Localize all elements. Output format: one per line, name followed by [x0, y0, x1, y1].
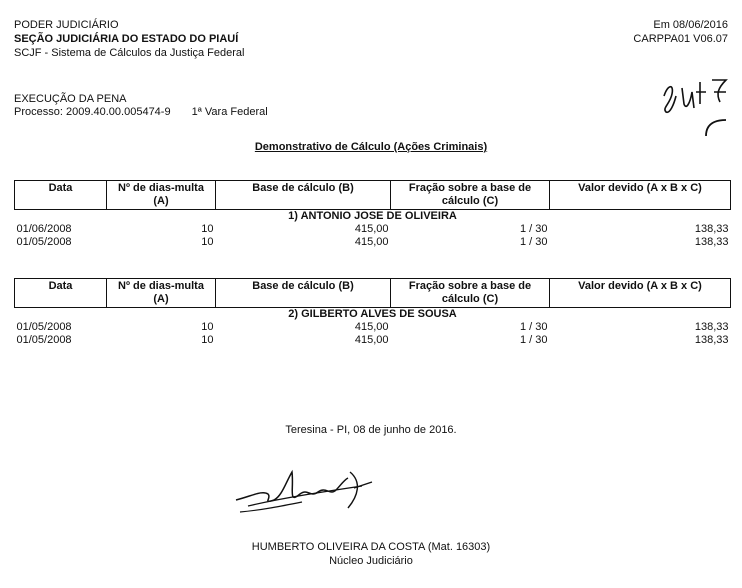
header-line-2: SEÇÃO JUDICIÁRIA DO ESTADO DO PIAUÍ — [14, 33, 239, 45]
header-code: CARPPA01 V06.07 — [633, 33, 728, 45]
cell-base: 415,00 — [354, 236, 389, 248]
process-line — [14, 106, 268, 119]
calc-table-section-2 — [14, 278, 731, 347]
section-title-row — [15, 210, 731, 224]
section-name: 1) ANTONIO JOSE DE OLIVEIRA — [288, 210, 457, 222]
cell-dias: 10 — [201, 223, 214, 235]
col-header-base: Base de cálculo (B) — [216, 279, 391, 308]
process-number: 2009.40.00.005474-9 — [65, 106, 171, 118]
cell-fracao: 1 / 30 — [519, 334, 548, 346]
cell-base: 415,00 — [354, 321, 389, 333]
cell-fracao: 1 / 30 — [519, 321, 548, 333]
cell-date: 01/05/2008 — [16, 236, 72, 248]
cell-fracao: 1 / 30 — [519, 223, 548, 235]
header-line-1: PODER JUDICIÁRIO — [14, 19, 119, 31]
cell-date: 01/06/2008 — [16, 223, 72, 235]
header-date: Em 08/06/2016 — [653, 19, 728, 31]
handwritten-signature — [222, 460, 397, 524]
document-header — [14, 18, 244, 60]
cell-valor: 138,33 — [694, 236, 729, 248]
cell-base: 415,00 — [354, 223, 389, 235]
process-label: Processo: — [14, 106, 63, 118]
table-header-row — [15, 181, 731, 210]
cell-dias: 10 — [201, 236, 214, 248]
signer-unit: Núcleo Judiciário — [329, 555, 413, 567]
handwritten-page-mark — [660, 74, 732, 144]
table-row — [15, 334, 731, 347]
cell-valor: 138,33 — [694, 321, 729, 333]
signer-block — [0, 540, 742, 568]
execution-info — [14, 93, 268, 119]
cell-fracao: 1 / 30 — [519, 236, 548, 248]
cell-valor: 138,33 — [694, 334, 729, 346]
col-header-valor: Valor devido (A x B x C) — [550, 279, 731, 308]
calc-table-section-1 — [14, 180, 731, 249]
table-row — [15, 236, 731, 249]
court-name: 1ª Vara Federal — [191, 106, 268, 118]
col-header-date: Data — [15, 181, 107, 210]
col-header-date: Data — [15, 279, 107, 308]
document-header-right — [633, 18, 728, 46]
cell-dias: 10 — [201, 334, 214, 346]
cell-dias: 10 — [201, 321, 214, 333]
table-row — [15, 321, 731, 334]
cell-date: 01/05/2008 — [16, 321, 72, 333]
col-header-dias: Nº de dias-multa (A) — [107, 279, 216, 308]
document-title: Demonstrativo de Cálculo (Ações Criminais) — [254, 141, 488, 153]
table-header-row — [15, 279, 731, 308]
cell-date: 01/05/2008 — [16, 334, 72, 346]
place-date: Teresina - PI, 08 de junho de 2016. — [285, 424, 457, 436]
cell-base: 415,00 — [354, 334, 389, 346]
col-header-base: Base de cálculo (B) — [216, 181, 391, 210]
cell-valor: 138,33 — [694, 223, 729, 235]
section-title-row — [15, 308, 731, 322]
header-line-3: SCJF - Sistema de Cálculos da Justiça Federal — [14, 47, 245, 59]
col-header-valor: Valor devido (A x B x C) — [550, 181, 731, 210]
table-row — [15, 223, 731, 236]
section-name: 2) GILBERTO ALVES DE SOUSA — [288, 308, 457, 320]
col-header-fracao: Fração sobre a base de cálculo (C) — [391, 279, 550, 308]
signer-name: HUMBERTO OLIVEIRA DA COSTA (Mat. 16303) — [251, 541, 491, 553]
col-header-dias: Nº de dias-multa (A) — [107, 181, 216, 210]
execution-label: EXECUÇÃO DA PENA — [14, 93, 127, 105]
col-header-fracao: Fração sobre a base de cálculo (C) — [391, 181, 550, 210]
